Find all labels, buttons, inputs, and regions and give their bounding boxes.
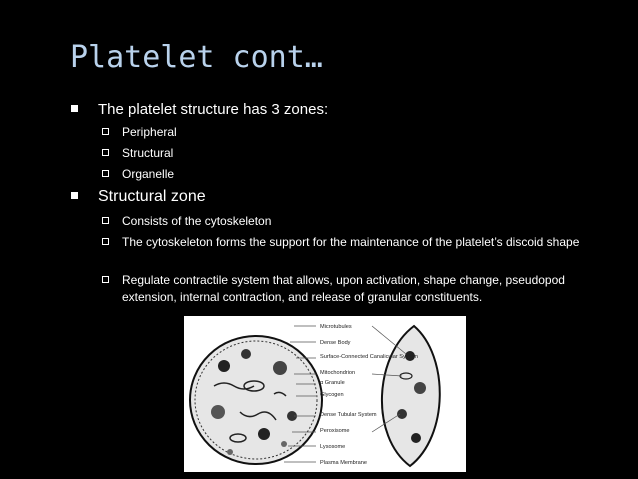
label-peroxisome: Peroxisome	[320, 428, 350, 434]
label-dense-body: Dense Body	[320, 340, 351, 346]
dense-body	[411, 433, 421, 443]
label-glycogen: Glycogen	[320, 392, 344, 398]
hollow-square-bullet-icon	[102, 128, 109, 135]
sub-bullet	[122, 234, 612, 251]
label-alpha-granule: α Granule	[320, 380, 345, 386]
hollow-square-bullet-icon	[102, 170, 109, 177]
bullet-zones	[98, 101, 328, 118]
bullet-text: The platelet structure has 3 zones:	[98, 101, 329, 118]
glycogen	[227, 449, 233, 455]
dense-body	[258, 428, 270, 440]
label-plasma-membrane: Plasma Membrane	[320, 460, 367, 466]
sub-bullet-text: Regulate contractile system that allows, upon activation, shape change, pseudopod extension, internal contraction, and release of granular constituents.	[122, 273, 565, 304]
label-lysosome: Lysosome	[320, 444, 346, 450]
hollow-square-bullet-icon	[102, 149, 109, 156]
sub-bullet-text: Structural	[122, 146, 174, 160]
label-canalicular: Surface-Connected Canalicular System	[320, 354, 418, 360]
square-bullet-icon	[71, 105, 78, 112]
slide-title: Platelet cont…	[70, 40, 323, 75]
hollow-square-bullet-icon	[102, 276, 109, 283]
sub-bullet	[122, 145, 612, 162]
dense-body	[218, 360, 230, 372]
platelet-structure-diagram	[184, 316, 466, 472]
sub-bullet-text: Consists of the cytoskeleton	[122, 214, 272, 228]
hollow-square-bullet-icon	[102, 238, 109, 245]
sub-bullet	[122, 124, 612, 141]
sub-bullet	[122, 213, 612, 230]
square-bullet-icon	[71, 192, 78, 199]
alpha-granule	[397, 409, 407, 419]
sub-bullet-text: Peripheral	[122, 125, 177, 139]
sub-bullet-text: The cytoskeleton forms the support for the maintenance of the platelet’s discoid shape	[122, 235, 580, 249]
alpha-granule	[211, 405, 225, 419]
glycogen	[281, 441, 287, 447]
platelet-cross-section	[190, 336, 322, 464]
sub-bullet-text: Organelle	[122, 167, 175, 181]
platelet-side-view	[382, 326, 440, 466]
platelet-diagram-svg	[184, 316, 466, 472]
dense-body	[241, 349, 251, 359]
sub-bullet	[122, 166, 612, 183]
bullet-text: Structural zone	[98, 188, 206, 205]
alpha-granule	[273, 361, 287, 375]
bullet-structural-zone	[98, 188, 206, 206]
label-mitochondrion: Mitochondrion	[320, 370, 356, 376]
label-dense-tubular: Dense Tubular System	[320, 412, 377, 418]
alpha-granule	[414, 382, 426, 394]
sub-bullet	[122, 272, 612, 306]
hollow-square-bullet-icon	[102, 217, 109, 224]
label-microtubules: Microtubules	[320, 324, 352, 330]
